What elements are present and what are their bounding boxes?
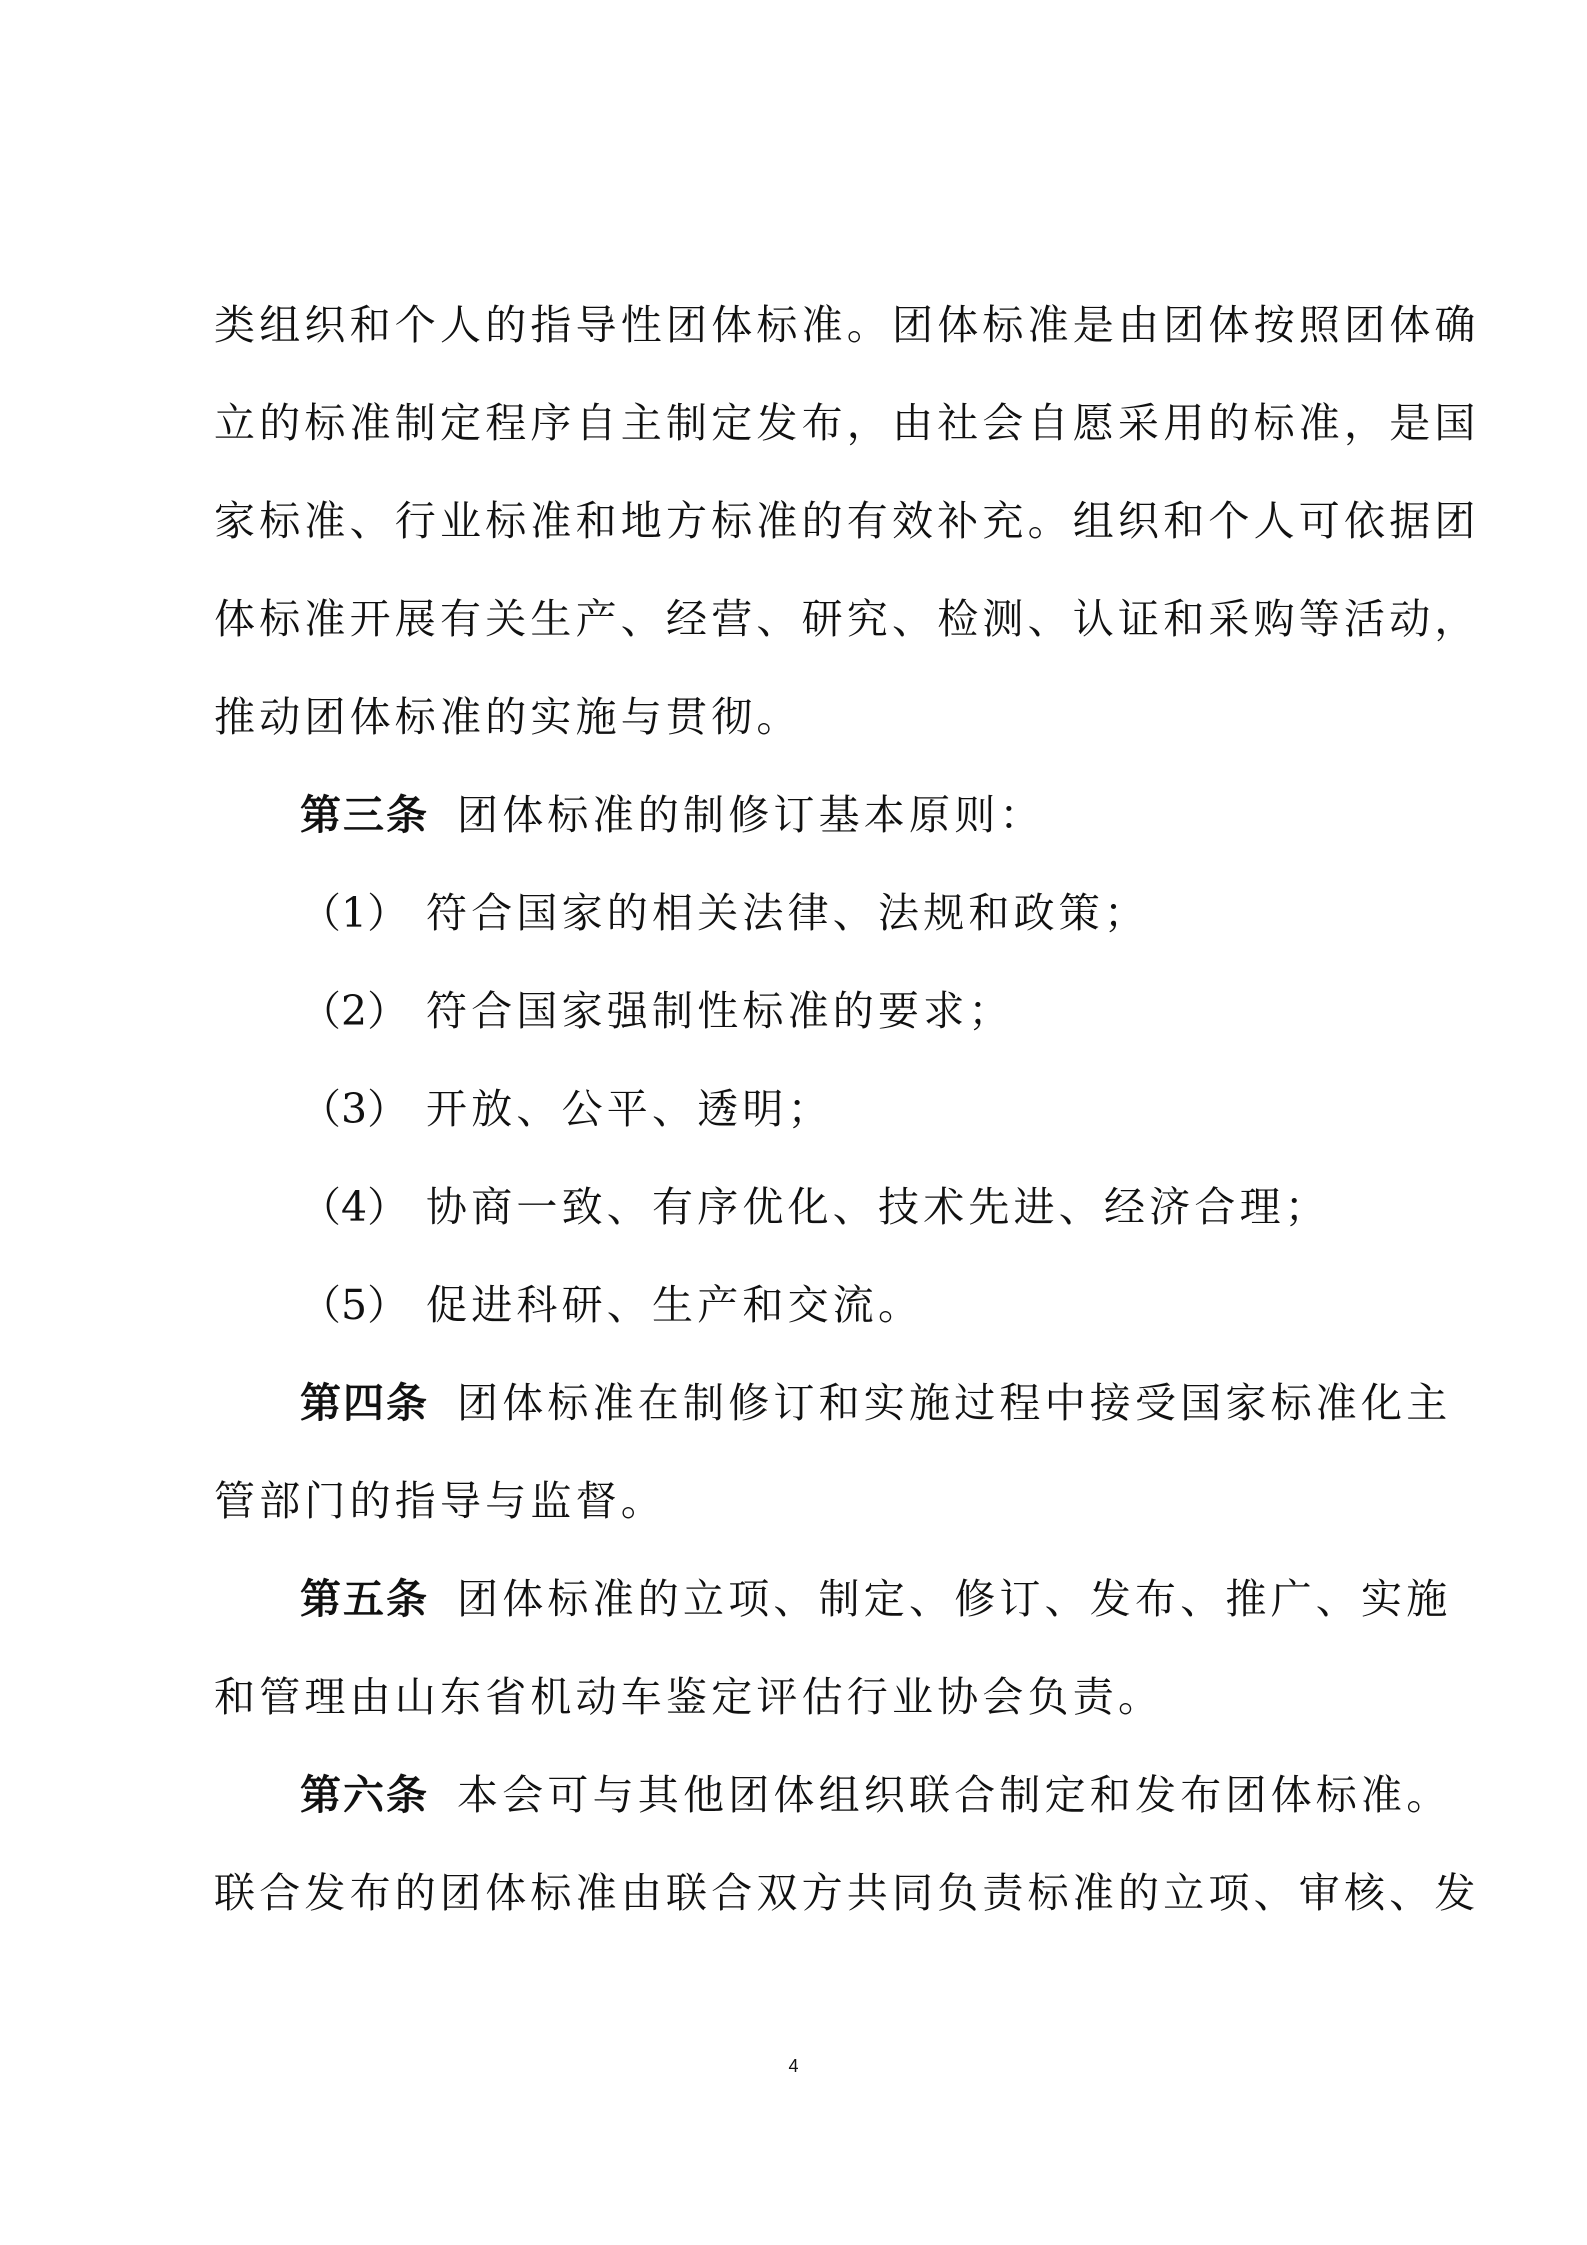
item-text: 促进科研、生产和交流。 [426, 1281, 924, 1329]
principle-item-3 [300, 1079, 833, 1139]
article-3-label: 第三条 [300, 791, 429, 839]
principle-item-2 [300, 981, 1014, 1041]
item-text: 开放、公平、透明； [426, 1085, 833, 1133]
article-6-line-2: 联合发布的团体标准由联合双方共同负责标准的立项、审核、发 [214, 1869, 1480, 1917]
item-number: （4） [300, 1183, 409, 1231]
principle-item-5 [300, 1275, 923, 1335]
article-5-line-2: 和管理由山东省机动车鉴定评估行业协会负责。 [214, 1673, 1164, 1721]
article-6-line-1 [300, 1765, 1451, 1825]
article-4-line-1 [300, 1373, 1451, 1433]
item-number: （5） [300, 1281, 409, 1329]
item-text: 符合国家强制性标准的要求； [426, 987, 1014, 1035]
article-5-label: 第五条 [300, 1575, 429, 1623]
paragraph-line: 家标准、行业标准和地方标准的有效补充。组织和个人可依据团 [214, 497, 1480, 545]
paragraph-line: 立的标准制定程序自主制定发布，由社会自愿采用的标准，是国 [214, 399, 1480, 447]
item-text: 协商一致、有序优化、技术先进、经济合理； [426, 1183, 1330, 1231]
article-4-line-2: 管部门的指导与监督。 [214, 1477, 666, 1525]
paragraph-line: 推动团体标准的实施与贯彻。 [214, 693, 802, 741]
paragraph-line: 类组织和个人的指导性团体标准。团体标准是由团体按照团体确 [214, 301, 1480, 349]
item-number: （1） [300, 889, 409, 937]
item-number: （3） [300, 1085, 409, 1133]
article-4-text: 团体标准在制修订和实施过程中接受国家标准化主 [457, 1379, 1452, 1427]
article-6-label: 第六条 [300, 1771, 429, 1819]
paragraph-line: 体标准开展有关生产、经营、研究、检测、认证和采购等活动， [214, 595, 1480, 643]
article-3-text: 团体标准的制修订基本原则： [457, 791, 1045, 839]
item-text: 符合国家的相关法律、法规和政策； [426, 889, 1150, 937]
article-5-text: 团体标准的立项、制定、修订、发布、推广、实施 [457, 1575, 1452, 1623]
article-3 [300, 785, 1045, 845]
principle-item-4 [300, 1177, 1330, 1237]
article-4-label: 第四条 [300, 1379, 429, 1427]
item-number: （2） [300, 987, 409, 1035]
principle-item-1 [300, 883, 1149, 943]
page-number: 4 [788, 2056, 799, 2076]
article-5-line-1 [300, 1569, 1451, 1629]
article-6-text: 本会可与其他团体组织联合制定和发布团体标准。 [457, 1771, 1452, 1819]
